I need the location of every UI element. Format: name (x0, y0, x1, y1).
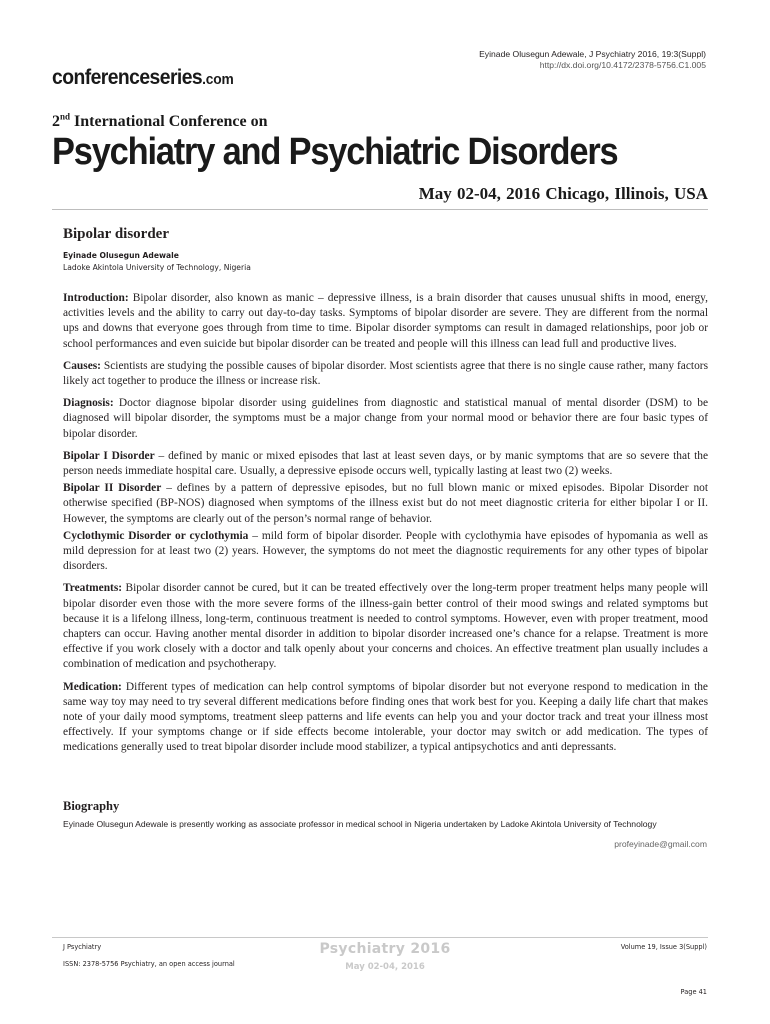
citation-block (479, 49, 706, 71)
section-text: Doctor diagnose bipolar disorder using guidelines from diagnostic and statistical manual of mental disorder (DSM) to be diagnosed will bipolar disorder, the symptoms must be a major change from your normal mood or behavior there are four basic types of bipolar disorder. (63, 397, 708, 440)
abstract-title: Bipolar disorder (63, 226, 169, 242)
section-label: Bipolar I Disorder (63, 449, 155, 462)
abstract-body (63, 291, 708, 763)
footer-issn: ISSN: 2378-5756 Psychiatry, an open access journal (63, 960, 235, 968)
section-label: Introduction: (63, 292, 129, 304)
section-causes (63, 359, 708, 389)
section-treatments (63, 581, 708, 672)
doi-link[interactable]: http://dx.doi.org/10.4172/2378-5756.C1.005 (539, 60, 706, 70)
section-text: – defines by a pattern of depressive episodes, but no full blown manic or mixed episodes. Bipolar Disorder not otherwise specified (BP-NOS) diagnosed when symptoms of the illness exist but do not meet diagnostic criteria for either bipolar I or II. However, the symptoms are clearly out of the person’s normal range of behavior. (63, 482, 708, 525)
conference-title: Psychiatry and Psychiatric Disorders (52, 131, 618, 173)
footer-journal: J Psychiatry (63, 943, 102, 951)
conference-line (52, 113, 267, 131)
logo-main: conferenceseries (52, 66, 203, 89)
logo-tld: .com (202, 71, 234, 88)
section-text: Bipolar disorder, also known as manic – depressive illness, is a brain disorder that causes unusual shifts in mood, energy, activities levels and the ability to carry out day-to-day tasks. Symptoms of bipolar disorder are severe. They are different from the normal ups and downs that everyone goes through from time to time. Bipolar disorder symptoms can result in damaged relationships, poor job or school performances and even suicide but bipolar disorder can be treated and people will this illness can lead full and productive lives. (63, 292, 708, 350)
footer-volume: Volume 19, Issue 3(Suppl) (620, 943, 707, 951)
author-name: Eyinade Olusegun Adewale (63, 251, 179, 260)
header-divider (52, 209, 708, 210)
author-affiliation: Ladoke Akintola University of Technology, Nigeria (63, 263, 251, 272)
section-text: – mild form of bipolar disorder. People with cyclothymia have episodes of hypomania as well as mild depression for at least two (2) years. However, the symptoms do not meet the diagnostic requirements for any other types of bipolar disorders. (63, 529, 708, 573)
section-label: Cyclothymic Disorder or cyclothymia (63, 529, 249, 542)
section-introduction (63, 291, 708, 352)
section-diagnosis (63, 396, 708, 442)
section-label: Diagnosis: (63, 397, 114, 410)
conference-ordinal-suffix: nd (60, 111, 71, 122)
biography-text: Eyinade Olusegun Adewale is presently working as associate professor in medical school in Nigeria undertaken by Ladoke Akintola University of Technology (63, 819, 657, 829)
section-text: Different types of medication can help control symptoms of bipolar disorder but not everyone respond to medication in the same way toy may need to try several different medications before finding ones that work best for you. Keeping a daily life chart that makes note of your daily mood symptoms, treatment sleep patterns and life events can help you and your doctor track and treat your illness most effectively. If your symptoms change or if side effects become intolerable, your doctor may switch or add medication. The types of medications generally used to treat bipolar disorder include mood stabilizer, a typical antipsychotics and anti depressants. (63, 680, 708, 754)
section-bipolar-i (63, 449, 708, 479)
footer-event-name: Psychiatry 2016 (319, 941, 451, 957)
citation-text: Eyinade Olusegun Adewale, J Psychiatry 2016, 19:3(Suppl) (479, 49, 706, 59)
section-medication (63, 680, 708, 756)
section-text: Scientists are studying the possible causes of bipolar disorder. Most scientists agree that there is no single cause rather, many factors likely act together to produce the illness or increase risk. (63, 359, 708, 388)
section-text: Bipolar disorder cannot be cured, but it can be treated effectively over the long-term proper treatment helps many people will bipolar disorder even those with the more severe forms of the illness-gain better control of their mood swings and related symptoms but because it is a lifelong illness, long-term, continuous treatment is needed to control symptoms. However, even with proper treatment, mood chapters can occur. Having another mental disorder in addition to bipolar disorder increased one’s chance for a relapse. Treatment is more effective if you work closely with a doctor and talk openly about your concerns and choices. An effective treatment plan usually includes a combination of medication and psychotherapy. (63, 582, 708, 671)
section-label: Medication: (63, 680, 122, 693)
section-text: – defined by manic or mixed episodes that last at least seven days, or by manic symptoms that are so severe that the person needs immediate hospital care. Usually, a depressive episode occurs well, typically lasting at least two (2) weeks. (63, 449, 708, 478)
section-cyclothymia (63, 529, 708, 575)
section-label: Bipolar II Disorder (63, 482, 162, 495)
page-number: Page 41 (680, 988, 707, 996)
section-label: Treatments: (63, 582, 123, 595)
footer-divider (52, 937, 708, 938)
footer-event-date: May 02-04, 2016 (345, 962, 425, 972)
section-bipolar-ii (63, 481, 708, 527)
biography-heading: Biography (63, 799, 120, 813)
author-email[interactable]: profeyinade@gmail.com (614, 839, 707, 849)
section-label: Causes: (63, 359, 101, 372)
conference-date: May 02-04, 2016 Chicago, Illinois, USA (418, 184, 708, 203)
conference-line-text: International Conference on (70, 113, 268, 130)
conferenceseries-logo (52, 66, 234, 90)
conference-ordinal: 2 (52, 113, 60, 130)
